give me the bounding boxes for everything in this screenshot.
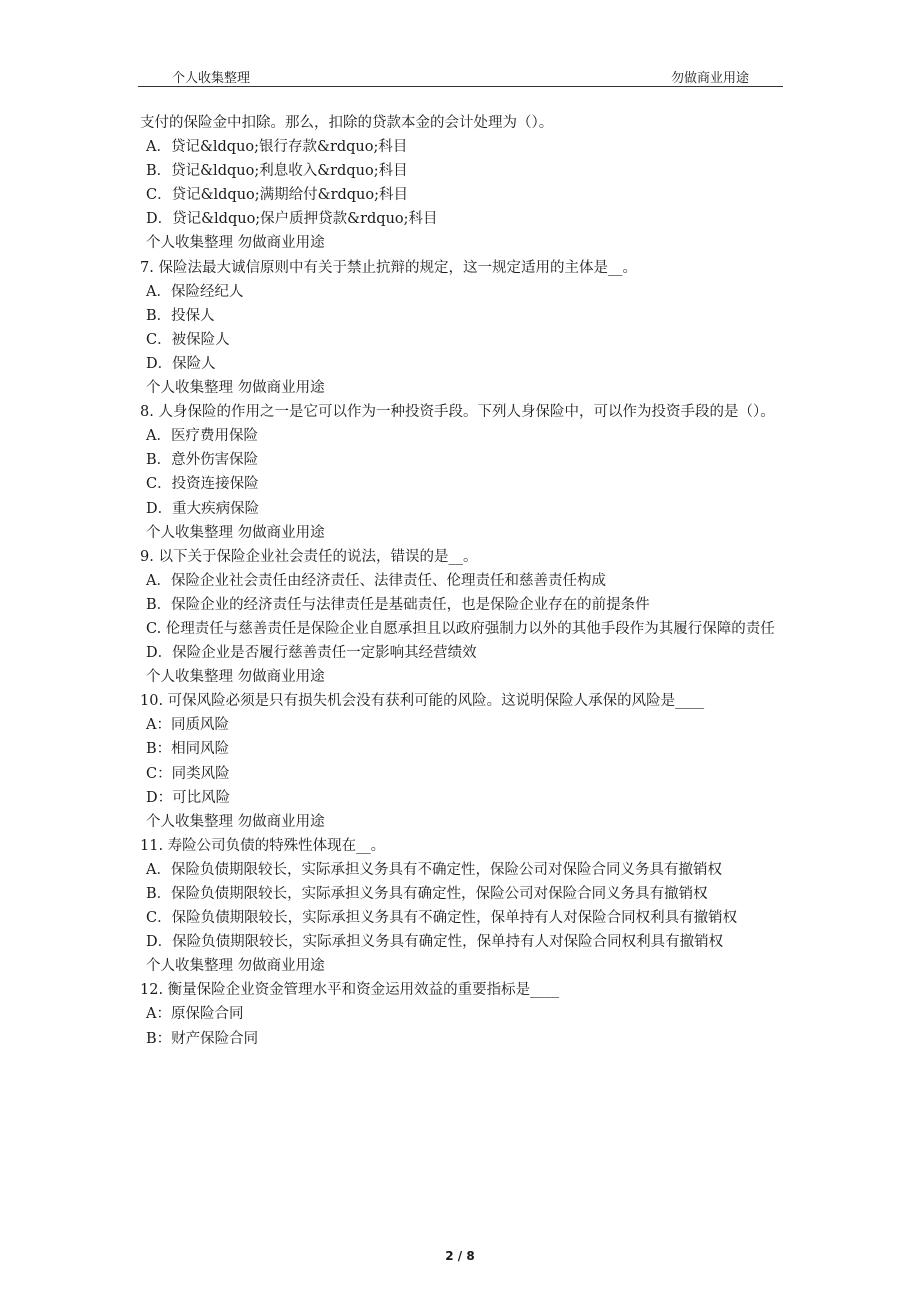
option-a: A．保险负债期限较长，实际承担义务具有不确定性，保险公司对保险合同义务具有撤销权	[146, 861, 722, 878]
question-continuation: 支付的保险金中扣除。那么，扣除的贷款本金的会计处理为（）。	[140, 115, 554, 131]
question-12: 12. 衡量保险企业资金管理水平和资金运用效益的重要指标是____	[140, 982, 560, 999]
option-c: C．贷记&ldquo;满期给付&rdquo;科目	[146, 187, 409, 204]
option-a: A．贷记&ldquo;银行存款&rdquo;科目	[146, 139, 408, 156]
watermark-note: 个人收集整理 勿做商业用途	[146, 235, 325, 252]
watermark-note: 个人收集整理 勿做商业用途	[146, 524, 325, 541]
option-c: C．被保险人	[146, 331, 230, 348]
option-d: D．贷记&ldquo;保户质押贷款&rdquo;科目	[146, 211, 438, 228]
header-right-text: 勿做商业用途	[670, 71, 749, 86]
question-7: 7. 保险法最大诚信原则中有关于禁止抗辩的规定，这一规定适用的主体是__。	[140, 259, 637, 276]
watermark-note: 个人收集整理 勿做商业用途	[146, 669, 325, 686]
option-a: A．医疗费用保险	[146, 428, 258, 445]
option-c: C．保险负债期限较长，实际承担义务具有不确定性，保单持有人对保险合同权利具有撤销权	[146, 910, 738, 927]
option-b: B．保险企业的经济责任与法律责任是基础责任，也是保险企业存在的前提条件	[146, 596, 650, 613]
option-b: B．投保人	[146, 307, 215, 324]
option-b: B．保险负债期限较长，实际承担义务具有确定性，保险公司对保险合同义务具有撤销权	[146, 886, 708, 902]
option-a: A：原保险合同	[146, 1006, 244, 1023]
option-d: D．重大疾病保险	[146, 500, 260, 517]
option-b: B：相同风险	[146, 741, 230, 758]
document-body	[140, 111, 783, 1051]
watermark-note: 个人收集整理 勿做商业用途	[146, 813, 325, 830]
page-number: 2 / 8	[445, 1249, 475, 1263]
option-d: D：可比风险	[146, 789, 231, 806]
option-c: C：同类风险	[146, 765, 230, 782]
option-a: A：同质风险	[146, 717, 229, 734]
option-d: D．保险企业是否履行慈善责任一定影响其经营绩效	[146, 645, 477, 662]
option-b: B．意外伤害保险	[146, 452, 259, 469]
option-a: A．保险企业社会责任由经济责任、法律责任、伦理责任和慈善责任构成	[146, 572, 606, 589]
watermark-note: 个人收集整理 勿做商业用途	[146, 380, 325, 397]
question-11: 11. 寿险公司负债的特殊性体现在__。	[140, 837, 386, 854]
page-header	[138, 64, 783, 87]
option-b: B．贷记&ldquo;利息收入&rdquo;科目	[146, 163, 408, 180]
option-c: C. 伦理责任与慈善责任是保险企业自愿承担且以政府强制力以外的其他手段作为其履行保障的责任	[146, 620, 775, 637]
option-c: C．投资连接保险	[146, 476, 259, 493]
option-a: A．保险经纪人	[146, 283, 244, 300]
watermark-note: 个人收集整理 勿做商业用途	[146, 958, 325, 975]
question-10: 10. 可保风险必须是只有损失机会没有获利可能的风险。这说明保险人承保的风险是____	[140, 693, 705, 710]
option-d: D．保险负债期限较长，实际承担义务具有确定性，保单持有人对保险合同权利具有撤销权	[146, 934, 724, 951]
question-8: 8. 人身保险的作用之一是它可以作为一种投资手段。下列人身保险中，可以作为投资手段的是（）。	[140, 404, 775, 421]
option-d: D．保险人	[146, 355, 216, 372]
header-left-text: 个人收集整理	[172, 71, 251, 86]
option-b: B：财产保险合同	[146, 1030, 259, 1047]
question-9: 9. 以下关于保险企业社会责任的说法，错误的是__。	[140, 548, 478, 565]
